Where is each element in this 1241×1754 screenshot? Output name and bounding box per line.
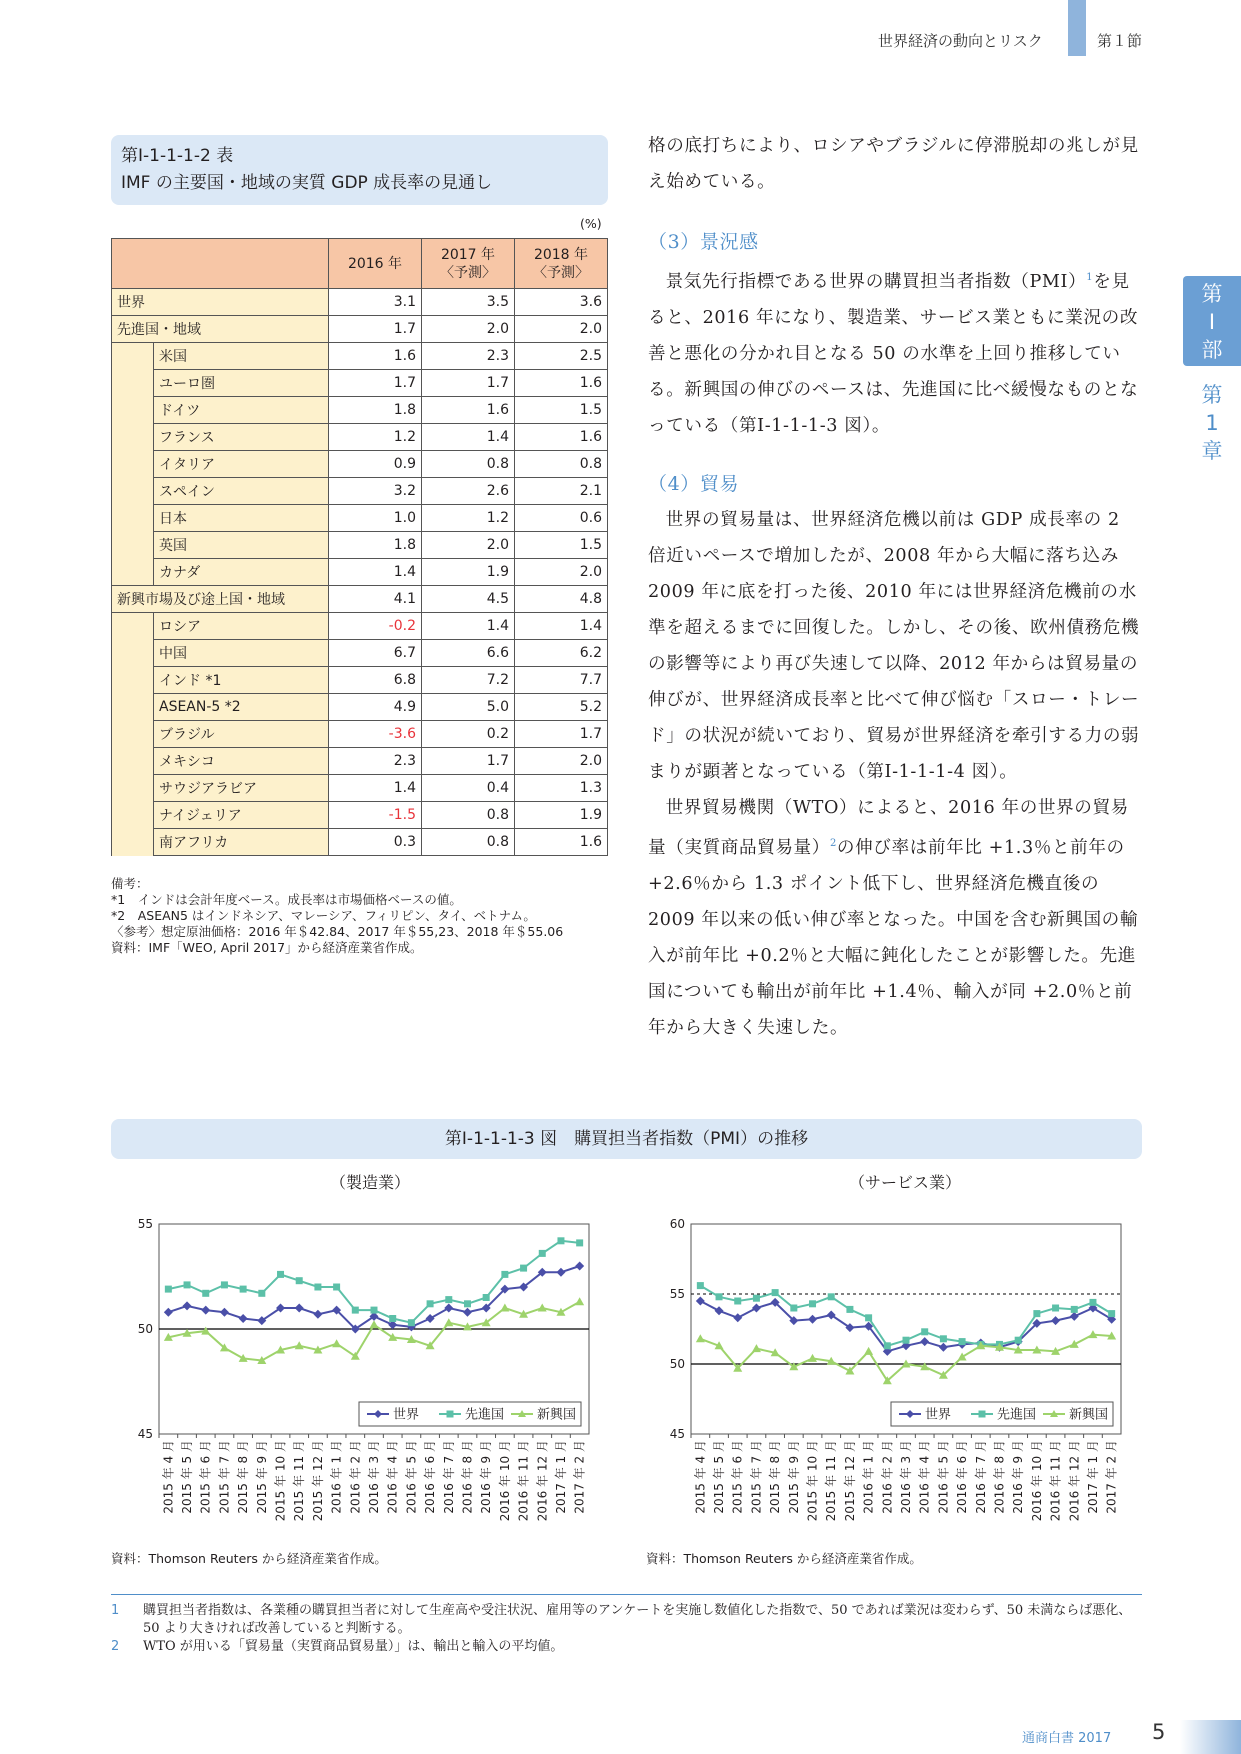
indent-cell (112, 667, 154, 694)
value-cell: 1.6 (515, 829, 608, 856)
x-tick-label: 2017 年 2 月 (572, 1440, 587, 1514)
value-cell: 6.7 (329, 640, 422, 667)
value-cell: 0.2 (422, 721, 515, 748)
value-cell: -1.5 (329, 802, 422, 829)
value-cell: 1.7 (329, 370, 422, 397)
header-2017: 2017 年 〈予測〉 (422, 239, 515, 289)
row-label: ドイツ (154, 397, 329, 424)
paragraph: 格の底打ちにより、ロシアやブラジルに停滞脱却の兆しが見え始めている。 (648, 136, 1139, 192)
body-column (648, 128, 1142, 1046)
row-label: 中国 (154, 640, 329, 667)
chart-source-manufacturing: 資料：Thomson Reuters から経済産業省作成。 (111, 1551, 387, 1566)
legend-label: 新興国 (1069, 1407, 1109, 1423)
data-point (389, 1315, 396, 1322)
x-tick-label: 2016 年 5 月 (404, 1440, 419, 1514)
data-point (501, 1271, 508, 1278)
y-tick-label: 60 (669, 1217, 685, 1231)
data-point (333, 1284, 340, 1291)
data-point (221, 1281, 228, 1288)
x-tick-label: 2015 年 4 月 (161, 1440, 176, 1514)
data-point (539, 1250, 546, 1257)
row-label: スペイン (154, 478, 329, 505)
x-tick-label: 2017 年 2 月 (1104, 1440, 1119, 1514)
table-title: IMF の主要国・地域の実質 GDP 成長率の見通し (121, 173, 493, 193)
table-row (112, 289, 608, 316)
header-bar (1068, 0, 1086, 56)
x-tick-label: 2016 年 6 月 (423, 1440, 438, 1514)
indent-cell (112, 775, 154, 802)
table-row (112, 748, 608, 775)
value-cell: 1.2 (422, 505, 515, 532)
x-tick-label: 2016 年 10 月 (1029, 1440, 1044, 1522)
data-point (445, 1296, 452, 1303)
footer-publication: 通商白書 2017 (1022, 1731, 1112, 1746)
legend-label: 世界 (925, 1407, 952, 1423)
y-tick-label: 45 (137, 1427, 153, 1441)
data-point (940, 1335, 947, 1342)
chart-subtitle-manufacturing: （製造業） (329, 1173, 410, 1192)
value-cell: 0.8 (422, 451, 515, 478)
row-label: フランス (154, 424, 329, 451)
x-tick-label: 2015 年 5 月 (180, 1440, 195, 1514)
value-cell: 2.0 (422, 532, 515, 559)
table-row (112, 397, 608, 424)
data-point (697, 1282, 704, 1289)
table-row (112, 532, 608, 559)
legend-label: 先進国 (465, 1407, 505, 1423)
data-point (277, 1271, 284, 1278)
table-row (112, 613, 608, 640)
footnote-rule (111, 1594, 1142, 1595)
y-tick-label: 50 (137, 1322, 153, 1336)
data-point (828, 1293, 835, 1300)
legend-label: 世界 (393, 1407, 420, 1423)
x-tick-label: 2015 年 4 月 (693, 1440, 708, 1514)
value-cell: 3.1 (329, 289, 422, 316)
data-point (371, 1307, 378, 1314)
indent-cell (112, 802, 154, 829)
value-cell: 0.4 (422, 775, 515, 802)
value-cell: 2.0 (515, 748, 608, 775)
page-number: 5 (1152, 1720, 1166, 1744)
row-label: ブラジル (154, 721, 329, 748)
value-cell: 1.5 (515, 532, 608, 559)
data-point (1033, 1310, 1040, 1317)
x-tick-label: 2016 年 4 月 (917, 1440, 932, 1514)
paragraph: 景気先行指標である世界の購買担当者指数（PMI）$^1$を見ると、2016 年になり、製造業、サービス業ともに業況の改善と悪化の分かれ目となる 50 の水準を上回り推移している。新興国の伸びのペースは、先進国に比べ緩慢なものとなっている（第Ⅰ-1-1-1-3 図）。 (648, 271, 1139, 436)
x-tick-label: 2015 年 9 月 (254, 1440, 269, 1514)
side-tab-part-char: 部 (1201, 338, 1223, 362)
value-cell: 1.7 (515, 721, 608, 748)
indent-cell (112, 613, 154, 640)
manufacturing-pmi-chart (111, 1200, 611, 1560)
value-cell: 4.1 (329, 586, 422, 613)
data-point (734, 1298, 741, 1305)
row-label: サウジアラビア (154, 775, 329, 802)
data-point (1089, 1299, 1096, 1306)
table-notes (111, 876, 631, 956)
header-chapter: 第１節 (1097, 32, 1143, 50)
data-point (753, 1295, 760, 1302)
value-cell: 5.2 (515, 694, 608, 721)
legend-label: 新興国 (537, 1407, 577, 1423)
value-cell: 1.7 (329, 316, 422, 343)
gdp-table (111, 238, 608, 856)
footnote-ref: 1 (1086, 272, 1094, 283)
data-point (865, 1314, 872, 1321)
indent-cell (112, 694, 154, 721)
footer-bar (1180, 1720, 1241, 1754)
note-line: *2 ASEAN5 はインドネシア、マレーシア、フィリピン、タイ、ベトナム。 (111, 908, 536, 923)
x-tick-label: 2016 年 5 月 (936, 1440, 951, 1514)
table-row (112, 505, 608, 532)
section-heading-4: （4）貿易 (648, 472, 740, 495)
data-point (716, 1293, 723, 1300)
x-tick-label: 2016 年 2 月 (348, 1440, 363, 1514)
row-label: インド *1 (154, 667, 329, 694)
y-tick-label: 55 (669, 1287, 685, 1301)
data-point (427, 1300, 434, 1307)
chart-source-services: 資料：Thomson Reuters から経済産業省作成。 (646, 1551, 922, 1566)
data-point (903, 1337, 910, 1344)
indent-cell (112, 505, 154, 532)
indent-cell (112, 829, 154, 856)
table-row (112, 559, 608, 586)
row-label: ナイジェリア (154, 802, 329, 829)
x-tick-label: 2017 年 1 月 (1085, 1440, 1100, 1514)
value-cell: 1.6 (329, 343, 422, 370)
side-tab-chapter-char: 第 (1201, 383, 1223, 407)
note-line: 〈参考〉想定原油価格：2016 年＄42.84、2017 年＄55,23、2018 年＄55.06 (111, 924, 564, 939)
data-point (1052, 1305, 1059, 1312)
row-label: カナダ (154, 559, 329, 586)
side-tab-chapter-char: 章 (1201, 439, 1223, 463)
table-header-row (112, 239, 608, 289)
x-tick-label: 2015 年 10 月 (805, 1440, 820, 1522)
value-cell: 1.6 (515, 370, 608, 397)
value-cell: 0.9 (329, 451, 422, 478)
x-tick-label: 2015 年 5 月 (712, 1440, 727, 1514)
header-2018: 2018 年 〈予測〉 (515, 239, 608, 289)
row-label: 新興市場及び途上国・地域 (112, 586, 329, 613)
indent-cell (112, 640, 154, 667)
row-label: 南アフリカ (154, 829, 329, 856)
value-cell: 1.0 (329, 505, 422, 532)
data-point (959, 1338, 966, 1345)
indent-cell (112, 370, 154, 397)
x-tick-label: 2016 年 4 月 (385, 1440, 400, 1514)
value-cell: 6.2 (515, 640, 608, 667)
data-point (240, 1286, 247, 1293)
x-tick-label: 2016 年 12 月 (1067, 1440, 1082, 1522)
table-row (112, 478, 608, 505)
table-row (112, 829, 608, 856)
footnote: 2 WTO が用いる「貿易量（実質商品貿易量）」は、輸出と輸入の平均値。 (111, 1639, 564, 1654)
x-tick-label: 2016 年 9 月 (1011, 1440, 1026, 1514)
table-row (112, 721, 608, 748)
x-tick-label: 2015 年 11 月 (824, 1440, 839, 1522)
data-point (483, 1294, 490, 1301)
value-cell: 2.3 (329, 748, 422, 775)
header-2016: 2016 年 (329, 239, 422, 289)
row-label: ユーロ圏 (154, 370, 329, 397)
footnotes (111, 1602, 1142, 1656)
x-tick-label: 2016 年 2 月 (880, 1440, 895, 1514)
indent-cell (112, 532, 154, 559)
table-row (112, 316, 608, 343)
value-cell: 1.4 (329, 559, 422, 586)
value-cell: 2.1 (515, 478, 608, 505)
value-cell: 2.5 (515, 343, 608, 370)
value-cell: 1.3 (515, 775, 608, 802)
x-tick-label: 2015 年 7 月 (217, 1440, 232, 1514)
value-cell: 0.3 (329, 829, 422, 856)
side-tab-chapter-char: 1 (1205, 411, 1219, 435)
value-cell: 0.8 (515, 451, 608, 478)
value-cell: 2.0 (422, 316, 515, 343)
y-tick-label: 55 (137, 1217, 153, 1231)
data-point (202, 1290, 209, 1297)
x-tick-label: 2016 年 10 月 (497, 1440, 512, 1522)
header-section: 世界経済の動向とリスク (878, 32, 1043, 50)
x-tick-label: 2015 年 6 月 (198, 1440, 213, 1514)
value-cell: 1.9 (422, 559, 515, 586)
indent-cell (112, 478, 154, 505)
x-tick-label: 2015 年 7 月 (749, 1440, 764, 1514)
value-cell: 1.6 (422, 397, 515, 424)
row-label: イタリア (154, 451, 329, 478)
data-point (314, 1284, 321, 1291)
legend-marker (447, 1411, 454, 1418)
paragraph: 世界貿易機関（WTO）によると、2016 年の世界の貿易量（実質商品貿易量）$^2$の伸び率は前年比 +1.3％と前年の +2.6％から 1.3 ポイント低下し、世界経済危機直後の 2009 年以来の低い伸び率となった。中国を含む新興国の輸入が前年比 +0.2％と大幅に鈍化したことが影響した。先進国についても輸出が前年比 +1.4％、輸入が同 +2.0％と前年から大きく失速した。 (648, 797, 1139, 1038)
value-cell: 3.2 (329, 478, 422, 505)
data-point (557, 1237, 564, 1244)
value-cell: 7.2 (422, 667, 515, 694)
value-cell: 3.6 (515, 289, 608, 316)
data-point (790, 1305, 797, 1312)
y-tick-label: 45 (669, 1427, 685, 1441)
value-cell: 3.5 (422, 289, 515, 316)
data-point (408, 1319, 415, 1326)
table-row (112, 802, 608, 829)
side-tab-chapter (1183, 381, 1241, 465)
value-cell: 1.4 (422, 424, 515, 451)
indent-cell (112, 397, 154, 424)
x-tick-label: 2016 年 8 月 (460, 1440, 475, 1514)
table-row (112, 343, 608, 370)
value-cell: 4.8 (515, 586, 608, 613)
legend-marker (979, 1411, 986, 1418)
services-pmi-chart (643, 1200, 1143, 1560)
side-tab-part-char: Ⅰ (1208, 310, 1216, 334)
row-label: 世界 (112, 289, 329, 316)
indent-cell (112, 721, 154, 748)
table-row (112, 586, 608, 613)
x-tick-label: 2017 年 1 月 (553, 1440, 568, 1514)
value-cell: 1.8 (329, 397, 422, 424)
indent-cell (112, 451, 154, 478)
indent-cell (112, 343, 154, 370)
value-cell: 0.6 (515, 505, 608, 532)
value-cell: 4.9 (329, 694, 422, 721)
legend-label: 先進国 (997, 1407, 1037, 1423)
data-point (464, 1300, 471, 1307)
data-point (184, 1281, 191, 1288)
table-row (112, 370, 608, 397)
value-cell: 2.0 (515, 559, 608, 586)
value-cell: 1.4 (515, 613, 608, 640)
value-cell: 2.6 (422, 478, 515, 505)
value-cell: 1.8 (329, 532, 422, 559)
data-point (352, 1307, 359, 1314)
value-cell: 7.7 (515, 667, 608, 694)
data-point (1108, 1310, 1115, 1317)
note-line: 資料：IMF「WEO, April 2017」から経済産業省作成。 (111, 940, 423, 955)
x-tick-label: 2015 年 6 月 (730, 1440, 745, 1514)
value-cell: -3.6 (329, 721, 422, 748)
table-title-box (111, 135, 608, 205)
x-tick-label: 2016 年 11 月 (1048, 1440, 1063, 1522)
value-cell: 1.7 (422, 370, 515, 397)
data-point (1071, 1306, 1078, 1313)
value-cell: 5.0 (422, 694, 515, 721)
x-tick-label: 2015 年 12 月 (310, 1440, 325, 1522)
paragraph: 世界の貿易量は、世界経済危機以前は GDP 成長率の 2 倍近いペースで増加したが、2008 年から大幅に落ち込み 2009 年に底を打った後、2010 年には世界経済危機前の水準を超えるまでに回復した。しかし、その後、欧州債務危機の影響等により再び失速して以降、2012 年からは貿易量の伸びが、世界経済成長率と比べて伸び悩む「スロー・トレード」の状況が続いており、貿易が世界経済を牽引する力の弱まりが顕著となっている（第Ⅰ-1-1-1-4 図）。 (648, 509, 1140, 782)
row-label: 英国 (154, 532, 329, 559)
x-tick-label: 2016 年 7 月 (441, 1440, 456, 1514)
data-point (576, 1239, 583, 1246)
value-cell: 4.5 (422, 586, 515, 613)
value-cell: 0.8 (422, 829, 515, 856)
table-row (112, 775, 608, 802)
value-cell: 6.6 (422, 640, 515, 667)
note-line: 備考： (111, 876, 149, 891)
side-tab-part (1183, 276, 1241, 366)
data-point (258, 1290, 265, 1297)
data-point (846, 1306, 853, 1313)
x-tick-label: 2016 年 6 月 (955, 1440, 970, 1514)
table-row (112, 451, 608, 478)
table-row (112, 694, 608, 721)
value-cell: 1.4 (422, 613, 515, 640)
indent-cell (112, 748, 154, 775)
data-point (772, 1289, 779, 1296)
value-cell: 1.7 (422, 748, 515, 775)
data-point (520, 1265, 527, 1272)
value-cell: 2.3 (422, 343, 515, 370)
x-tick-label: 2016 年 7 月 (973, 1440, 988, 1514)
data-point (296, 1277, 303, 1284)
value-cell: 2.0 (515, 316, 608, 343)
section-heading-3: （3）景況感 (648, 231, 759, 253)
data-point (1015, 1337, 1022, 1344)
chart-subtitle-services: （サービス業） (848, 1173, 961, 1192)
header-blank (112, 239, 329, 289)
x-tick-label: 2015 年 11 月 (292, 1440, 307, 1522)
footnote-ref: 2 (829, 837, 837, 849)
value-cell: 1.4 (329, 775, 422, 802)
value-cell: -0.2 (329, 613, 422, 640)
table-row (112, 424, 608, 451)
x-tick-label: 2016 年 3 月 (367, 1440, 381, 1514)
figure-title: 第Ⅰ-1-1-1-3 図 購買担当者指数（PMI）の推移 (111, 1119, 1142, 1159)
row-label: 米国 (154, 343, 329, 370)
data-point (884, 1342, 891, 1349)
row-label: ロシア (154, 613, 329, 640)
row-label: 先進国・地域 (112, 316, 329, 343)
indent-cell (112, 559, 154, 586)
data-point (165, 1286, 172, 1293)
x-tick-label: 2016 年 11 月 (516, 1440, 531, 1522)
data-point (921, 1328, 928, 1335)
x-tick-label: 2015 年 9 月 (786, 1440, 801, 1514)
note-line: *1 インドは会計年度ベース。成長率は市場価格ベースの値。 (111, 892, 462, 907)
table-row (112, 640, 608, 667)
x-tick-label: 2016 年 8 月 (992, 1440, 1007, 1514)
indent-cell (112, 424, 154, 451)
x-tick-label: 2016 年 3 月 (899, 1440, 913, 1514)
y-tick-label: 50 (669, 1357, 685, 1371)
x-tick-label: 2015 年 8 月 (768, 1440, 783, 1514)
side-tab-part-char: 第 (1201, 282, 1223, 306)
x-tick-label: 2015 年 10 月 (273, 1440, 288, 1522)
x-tick-label: 2016 年 9 月 (479, 1440, 494, 1514)
row-label: 日本 (154, 505, 329, 532)
x-tick-label: 2016 年 12 月 (535, 1440, 550, 1522)
x-tick-label: 2015 年 12 月 (842, 1440, 857, 1522)
table-row (112, 667, 608, 694)
x-tick-label: 2016 年 1 月 (329, 1440, 344, 1514)
value-cell: 6.8 (329, 667, 422, 694)
data-point (809, 1300, 816, 1307)
value-cell: 1.5 (515, 397, 608, 424)
row-label: ASEAN-5 *2 (154, 694, 329, 721)
value-cell: 1.6 (515, 424, 608, 451)
x-tick-label: 2016 年 1 月 (861, 1440, 876, 1514)
value-cell: 0.8 (422, 802, 515, 829)
value-cell: 1.2 (329, 424, 422, 451)
table-unit: (%) (580, 216, 602, 231)
table-title-number: 第Ⅰ-1-1-1-2 表 (121, 146, 234, 166)
footnote: 1 購買担当者指数は、各業種の購買担当者に対して生産高や受注状況、雇用等のアンケートを実施し数値化した指数で、50 であれば業況は変わらず、50 未満ならば悪化、50 より大きければ改善していると判断する。 (111, 1603, 1132, 1636)
row-label: メキシコ (154, 748, 329, 775)
value-cell: 1.9 (515, 802, 608, 829)
x-tick-label: 2015 年 8 月 (236, 1440, 251, 1514)
